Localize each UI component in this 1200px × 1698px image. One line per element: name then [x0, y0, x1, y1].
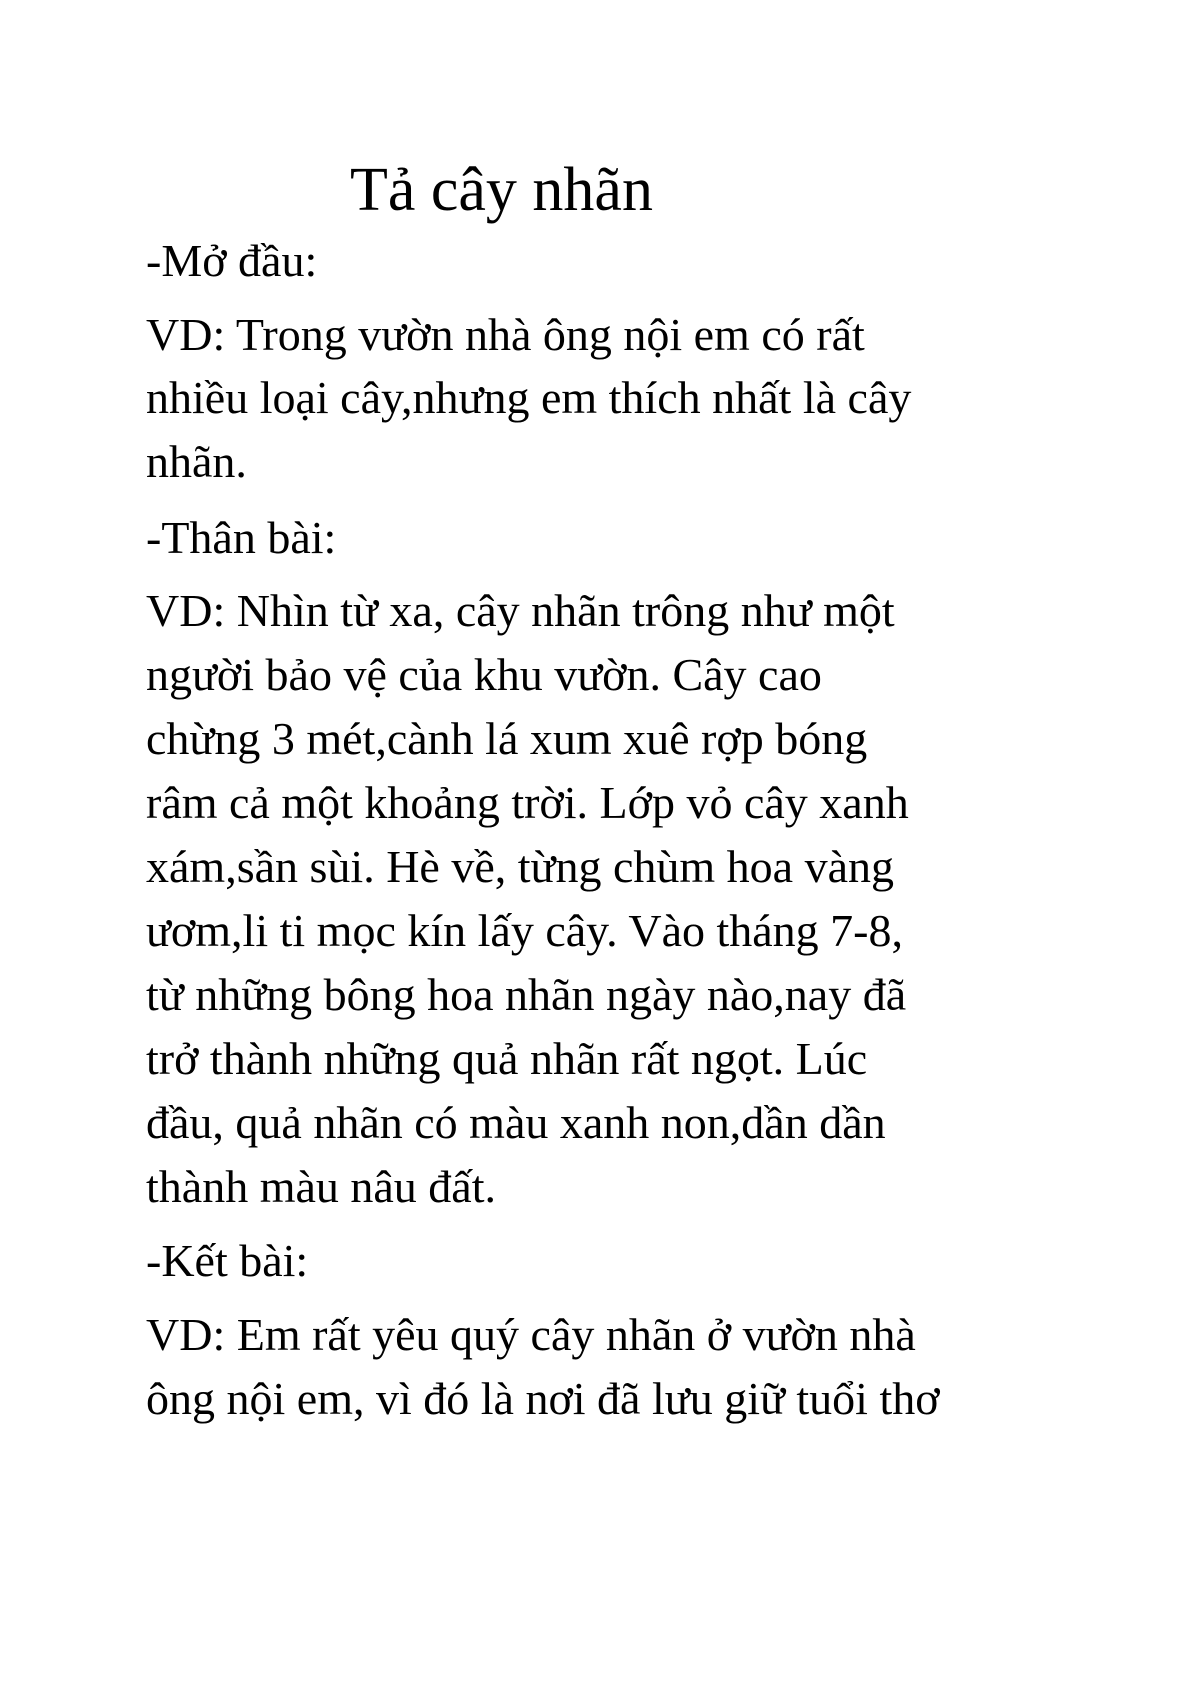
- paragraph-line: xám,sần sùi. Hè về, từng chùm hoa vàng: [146, 841, 894, 892]
- paragraph-line: ông nội em, vì đó là nơi đã lưu giữ tuổi thơ: [146, 1373, 940, 1424]
- paragraph-line: trở thành những quả nhãn rất ngọt. Lúc: [146, 1033, 868, 1084]
- paragraph-line: người bảo vệ của khu vườn. Cây cao: [146, 649, 822, 700]
- document-title: Tả cây nhãn: [350, 156, 653, 224]
- paragraph-line: thành màu nâu đất.: [146, 1161, 497, 1212]
- section-heading-than-bai: -Thân bài:: [146, 512, 337, 563]
- paragraph-line: nhãn.: [146, 436, 247, 487]
- paragraph-line: VD: Em rất yêu quý cây nhãn ở vườn nhà: [146, 1309, 916, 1360]
- section-heading-ket-bai: -Kết bài:: [146, 1235, 309, 1286]
- paragraph-line: đầu, quả nhãn có màu xanh non,dần dần: [146, 1097, 886, 1148]
- paragraph-line: từ những bông hoa nhãn ngày nào,nay đã: [146, 969, 907, 1020]
- paragraph-line: nhiều loại cây,nhưng em thích nhất là cây: [146, 372, 912, 423]
- paragraph-line: VD: Nhìn từ xa, cây nhãn trông như một: [146, 585, 895, 636]
- paragraph-line: chừng 3 mét,cành lá xum xuê rợp bóng: [146, 713, 868, 764]
- paragraph-line: VD: Trong vườn nhà ông nội em có rất: [146, 309, 865, 360]
- paragraph-line: ươm,li ti mọc kín lấy cây. Vào tháng 7-8,: [146, 905, 904, 956]
- section-heading-mo-dau: -Mở đầu:: [146, 235, 318, 286]
- paragraph-line: râm cả một khoảng trời. Lớp vỏ cây xanh: [146, 777, 909, 828]
